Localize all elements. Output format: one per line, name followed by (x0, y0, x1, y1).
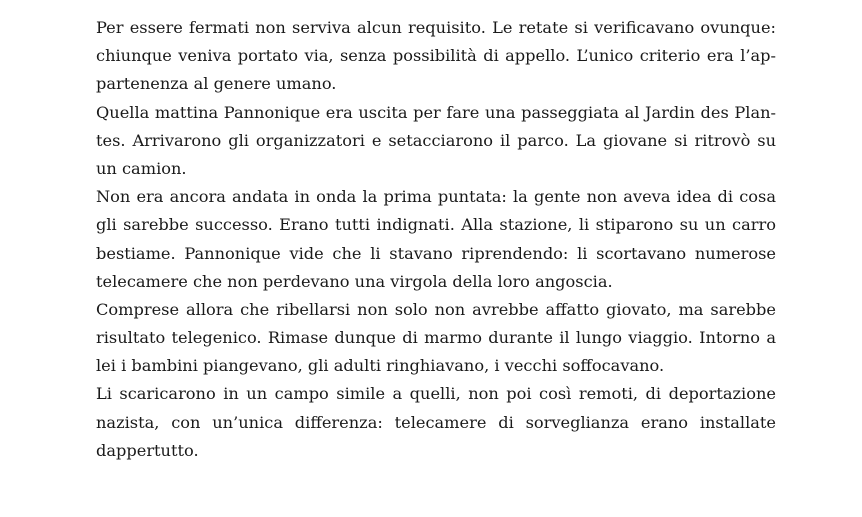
paragraph-5 (96, 380, 776, 465)
text-line: Comprese allora che ribellarsi non solo non avrebbe affatto giovato, ma sarebbe (96, 299, 776, 319)
text-line: partenenza al genere umano. (96, 74, 337, 94)
paragraph-1 (96, 14, 776, 99)
text-line: Per essere fermati non serviva alcun requisito. Le retate si verificavano ovunque: (96, 18, 776, 37)
text-line: Li scaricarono in un campo simile a quelli, non poi così remoti, di deportazione (96, 384, 776, 404)
text-line: un camion. (96, 158, 187, 178)
paragraph-4 (96, 296, 776, 381)
text-line: gli sarebbe successo. Erano tutti indignati. Alla stazione, li stiparono su un carro (96, 215, 776, 235)
text-line: risultato telegenico. Rimase dunque di marmo durante il lungo viaggio. Intorno a (96, 328, 776, 348)
text-line: telecamere che non perdevano una virgola della loro angoscia. (96, 271, 613, 291)
paragraph-2 (96, 99, 776, 184)
text-line: nazista, con un’unica differenza: telecamere di sorveglianza erano installate (96, 412, 776, 432)
paragraph-3 (96, 183, 776, 296)
text-line: chiunque veniva portato via, senza possibilità di appello. L’unico criterio era l’ap- (96, 46, 776, 66)
text-line: bestiame. Pannonique vide che li stavano riprendendo: li scortavano numerose (96, 243, 776, 263)
document-body (96, 14, 776, 465)
text-line: Quella mattina Pannonique era uscita per fare una passeggiata al Jardin des Plan- (96, 102, 776, 122)
text-line: Non era ancora andata in onda la prima puntata: la gente non aveva idea di cosa (96, 187, 776, 207)
text-line: dappertutto. (96, 440, 199, 460)
text-line: lei i bambini piangevano, gli adulti ringhiavano, i vecchi soffocavano. (96, 356, 665, 376)
text-line: tes. Arrivarono gli organizzatori e setacciarono il parco. La giovane si ritrovò su (96, 130, 776, 150)
